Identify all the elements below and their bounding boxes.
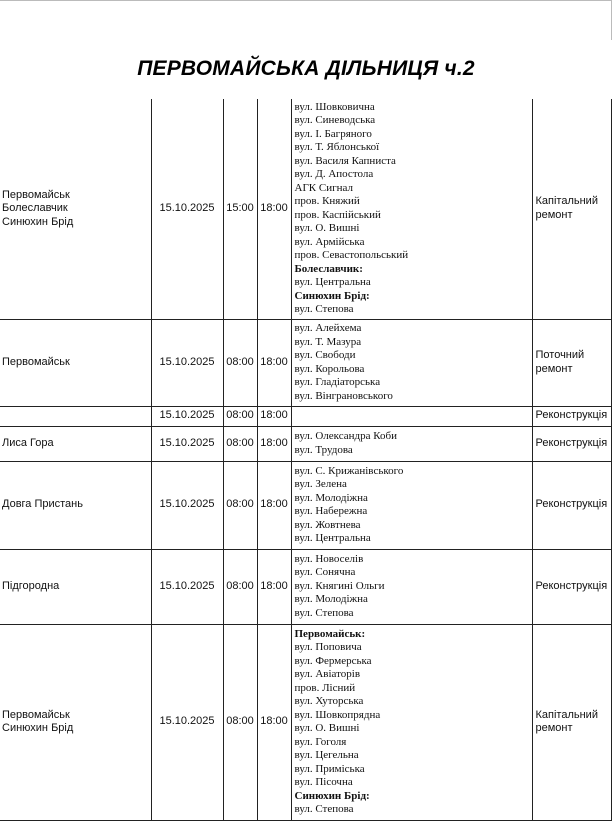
date-cell: 15.10.2025: [151, 426, 223, 461]
streets-cell: [291, 99, 532, 319]
location-cell: [0, 99, 151, 319]
location-cell: [0, 549, 151, 624]
street-item: вул. Шовковична: [294, 100, 375, 113]
table-row: [0, 99, 611, 319]
settlement-heading: Синюхин Брід:: [294, 289, 370, 302]
end-time-cell: 18:00: [257, 549, 291, 624]
outage-schedule-table: [0, 99, 612, 821]
work-type-cell: [532, 426, 611, 461]
work-type-text: Капітальний ремонт: [535, 195, 598, 221]
work-type-text: Капітальний ремонт: [535, 708, 598, 734]
work-type-cell: [532, 319, 611, 406]
start-time-cell: 08:00: [223, 624, 257, 820]
start-time-cell: 08:00: [223, 319, 257, 406]
work-type-cell: [532, 549, 611, 624]
location-text: Первомайськ Болеславчик Синюхин Брід: [2, 188, 74, 228]
streets-cell: [291, 319, 532, 406]
end-time-cell: 18:00: [257, 426, 291, 461]
street-item: вул. Трудова: [294, 443, 353, 456]
street-item: пров. Княжий: [294, 195, 360, 208]
street-item: вул. Сонячна: [294, 566, 356, 579]
street-item: вул. Шовкопрядна: [294, 708, 381, 721]
work-type-cell: [532, 99, 611, 319]
start-time-cell: 08:00: [223, 549, 257, 624]
location-cell: [0, 319, 151, 406]
street-item: вул. Гладіаторська: [294, 376, 381, 388]
date-cell: 15.10.2025: [151, 549, 223, 624]
street-item: вул. Олександра Коби: [294, 430, 397, 442]
table-row: [0, 426, 611, 461]
start-time-cell: 08:00: [223, 426, 257, 461]
table-row: [0, 624, 611, 820]
street-item: вул. Набережна: [294, 505, 368, 517]
streets-cell: [291, 406, 532, 426]
street-item: вул. Степова: [294, 606, 354, 619]
end-time-cell: 18:00: [257, 406, 291, 426]
street-item: вул. Фермерська: [294, 654, 372, 667]
street-item: вул. Жовтнева: [294, 518, 361, 531]
street-item: вул. Новоселів: [294, 552, 364, 565]
work-type-text: Реконструкція: [535, 409, 608, 422]
streets-cell: [291, 461, 532, 549]
street-item: вул. Молодіжна: [294, 593, 368, 606]
street-item: пров. Каспійський: [294, 208, 381, 221]
date-cell: 15.10.2025: [151, 99, 223, 319]
street-item: вул. Поповича: [294, 641, 362, 653]
settlement-heading: Первомайськ:: [294, 627, 366, 640]
street-item: вул. Синеводська: [294, 114, 376, 127]
street-item: вул. Т. Мазура: [294, 335, 362, 348]
street-item: вул. Алейхема: [294, 322, 362, 334]
location-text: Первомайськ Синюхин Брід: [2, 708, 74, 734]
date-cell: 15.10.2025: [151, 624, 223, 820]
location-cell: [0, 406, 151, 426]
street-item: вул. Вінграновського: [294, 389, 393, 402]
location-text: Первомайськ: [2, 355, 70, 368]
settlement-heading: Болеславчик:: [294, 262, 363, 275]
start-time-cell: 15:00: [223, 99, 257, 319]
table-row: [0, 461, 611, 549]
street-item: вул. Приміська: [294, 762, 365, 775]
date-cell: 15.10.2025: [151, 406, 223, 426]
street-item: вул. І. Багряного: [294, 127, 372, 140]
work-type-cell: [532, 406, 611, 426]
start-time-cell: 08:00: [223, 461, 257, 549]
streets-cell: [291, 624, 532, 820]
street-item: пров. Севастопольський: [294, 249, 409, 262]
location-text: Довга Пристань: [2, 498, 83, 511]
end-time-cell: 18:00: [257, 461, 291, 549]
street-item: вул. Пісочна: [294, 776, 353, 788]
street-item: АГК Сигнал: [294, 181, 353, 194]
street-item: вул. Центральна: [294, 532, 371, 544]
street-item: вул. Княгині Ольги: [294, 579, 385, 592]
work-type-text: Реконструкція: [535, 579, 608, 592]
street-item: вул. О. Вишні: [294, 722, 360, 734]
table-row: [0, 319, 611, 406]
street-item: вул. Василя Капниста: [294, 154, 396, 167]
streets-cell: [291, 549, 532, 624]
street-item: вул. Степова: [294, 803, 354, 815]
streets-cell: [291, 426, 532, 461]
street-item: вул. Центральна: [294, 276, 371, 289]
end-time-cell: 18:00: [257, 624, 291, 820]
location-cell: [0, 624, 151, 820]
street-item: вул. Цегельна: [294, 749, 359, 761]
street-item: вул. Армійська: [294, 235, 365, 248]
street-item: вул. Т. Яблонської: [294, 141, 380, 154]
work-type-text: Поточний ремонт: [535, 349, 585, 375]
street-item: вул. Степова: [294, 303, 354, 316]
street-item: вул. С. Крижанівського: [294, 464, 404, 477]
work-type-cell: [532, 461, 611, 549]
street-item: вул. Зелена: [294, 478, 347, 490]
top-border: [0, 0, 612, 1]
street-item: пров. Лісний: [294, 681, 356, 694]
street-item: вул. Корольова: [294, 362, 365, 375]
street-item: вул. Свободи: [294, 349, 356, 361]
street-item: вул. О. Вишні: [294, 222, 360, 235]
street-item: вул. Д. Апостола: [294, 168, 374, 181]
settlement-heading: Синюхин Брід:: [294, 789, 370, 802]
street-item: вул. Хуторська: [294, 695, 364, 707]
start-time-cell: 08:00: [223, 406, 257, 426]
page-title: ПЕРВОМАЙСЬКА ДІЛЬНИЦЯ ч.2: [137, 57, 475, 80]
table-row: [0, 549, 611, 624]
end-time-cell: 18:00: [257, 319, 291, 406]
street-item: вул. Авіаторів: [294, 668, 361, 680]
location-cell: [0, 426, 151, 461]
work-type-cell: [532, 624, 611, 820]
end-time-cell: 18:00: [257, 99, 291, 319]
table-row: [0, 406, 611, 426]
street-item: вул. Гоголя: [294, 735, 347, 748]
location-cell: [0, 461, 151, 549]
date-cell: 15.10.2025: [151, 319, 223, 406]
work-type-text: Реконструкція: [535, 498, 608, 511]
street-item: вул. Молодіжна: [294, 491, 368, 504]
work-type-text: Реконструкція: [535, 436, 608, 449]
date-cell: 15.10.2025: [151, 461, 223, 549]
table-body: [0, 99, 611, 820]
location-text: Підгородна: [2, 579, 60, 592]
location-text: Лиса Гора: [2, 436, 54, 449]
